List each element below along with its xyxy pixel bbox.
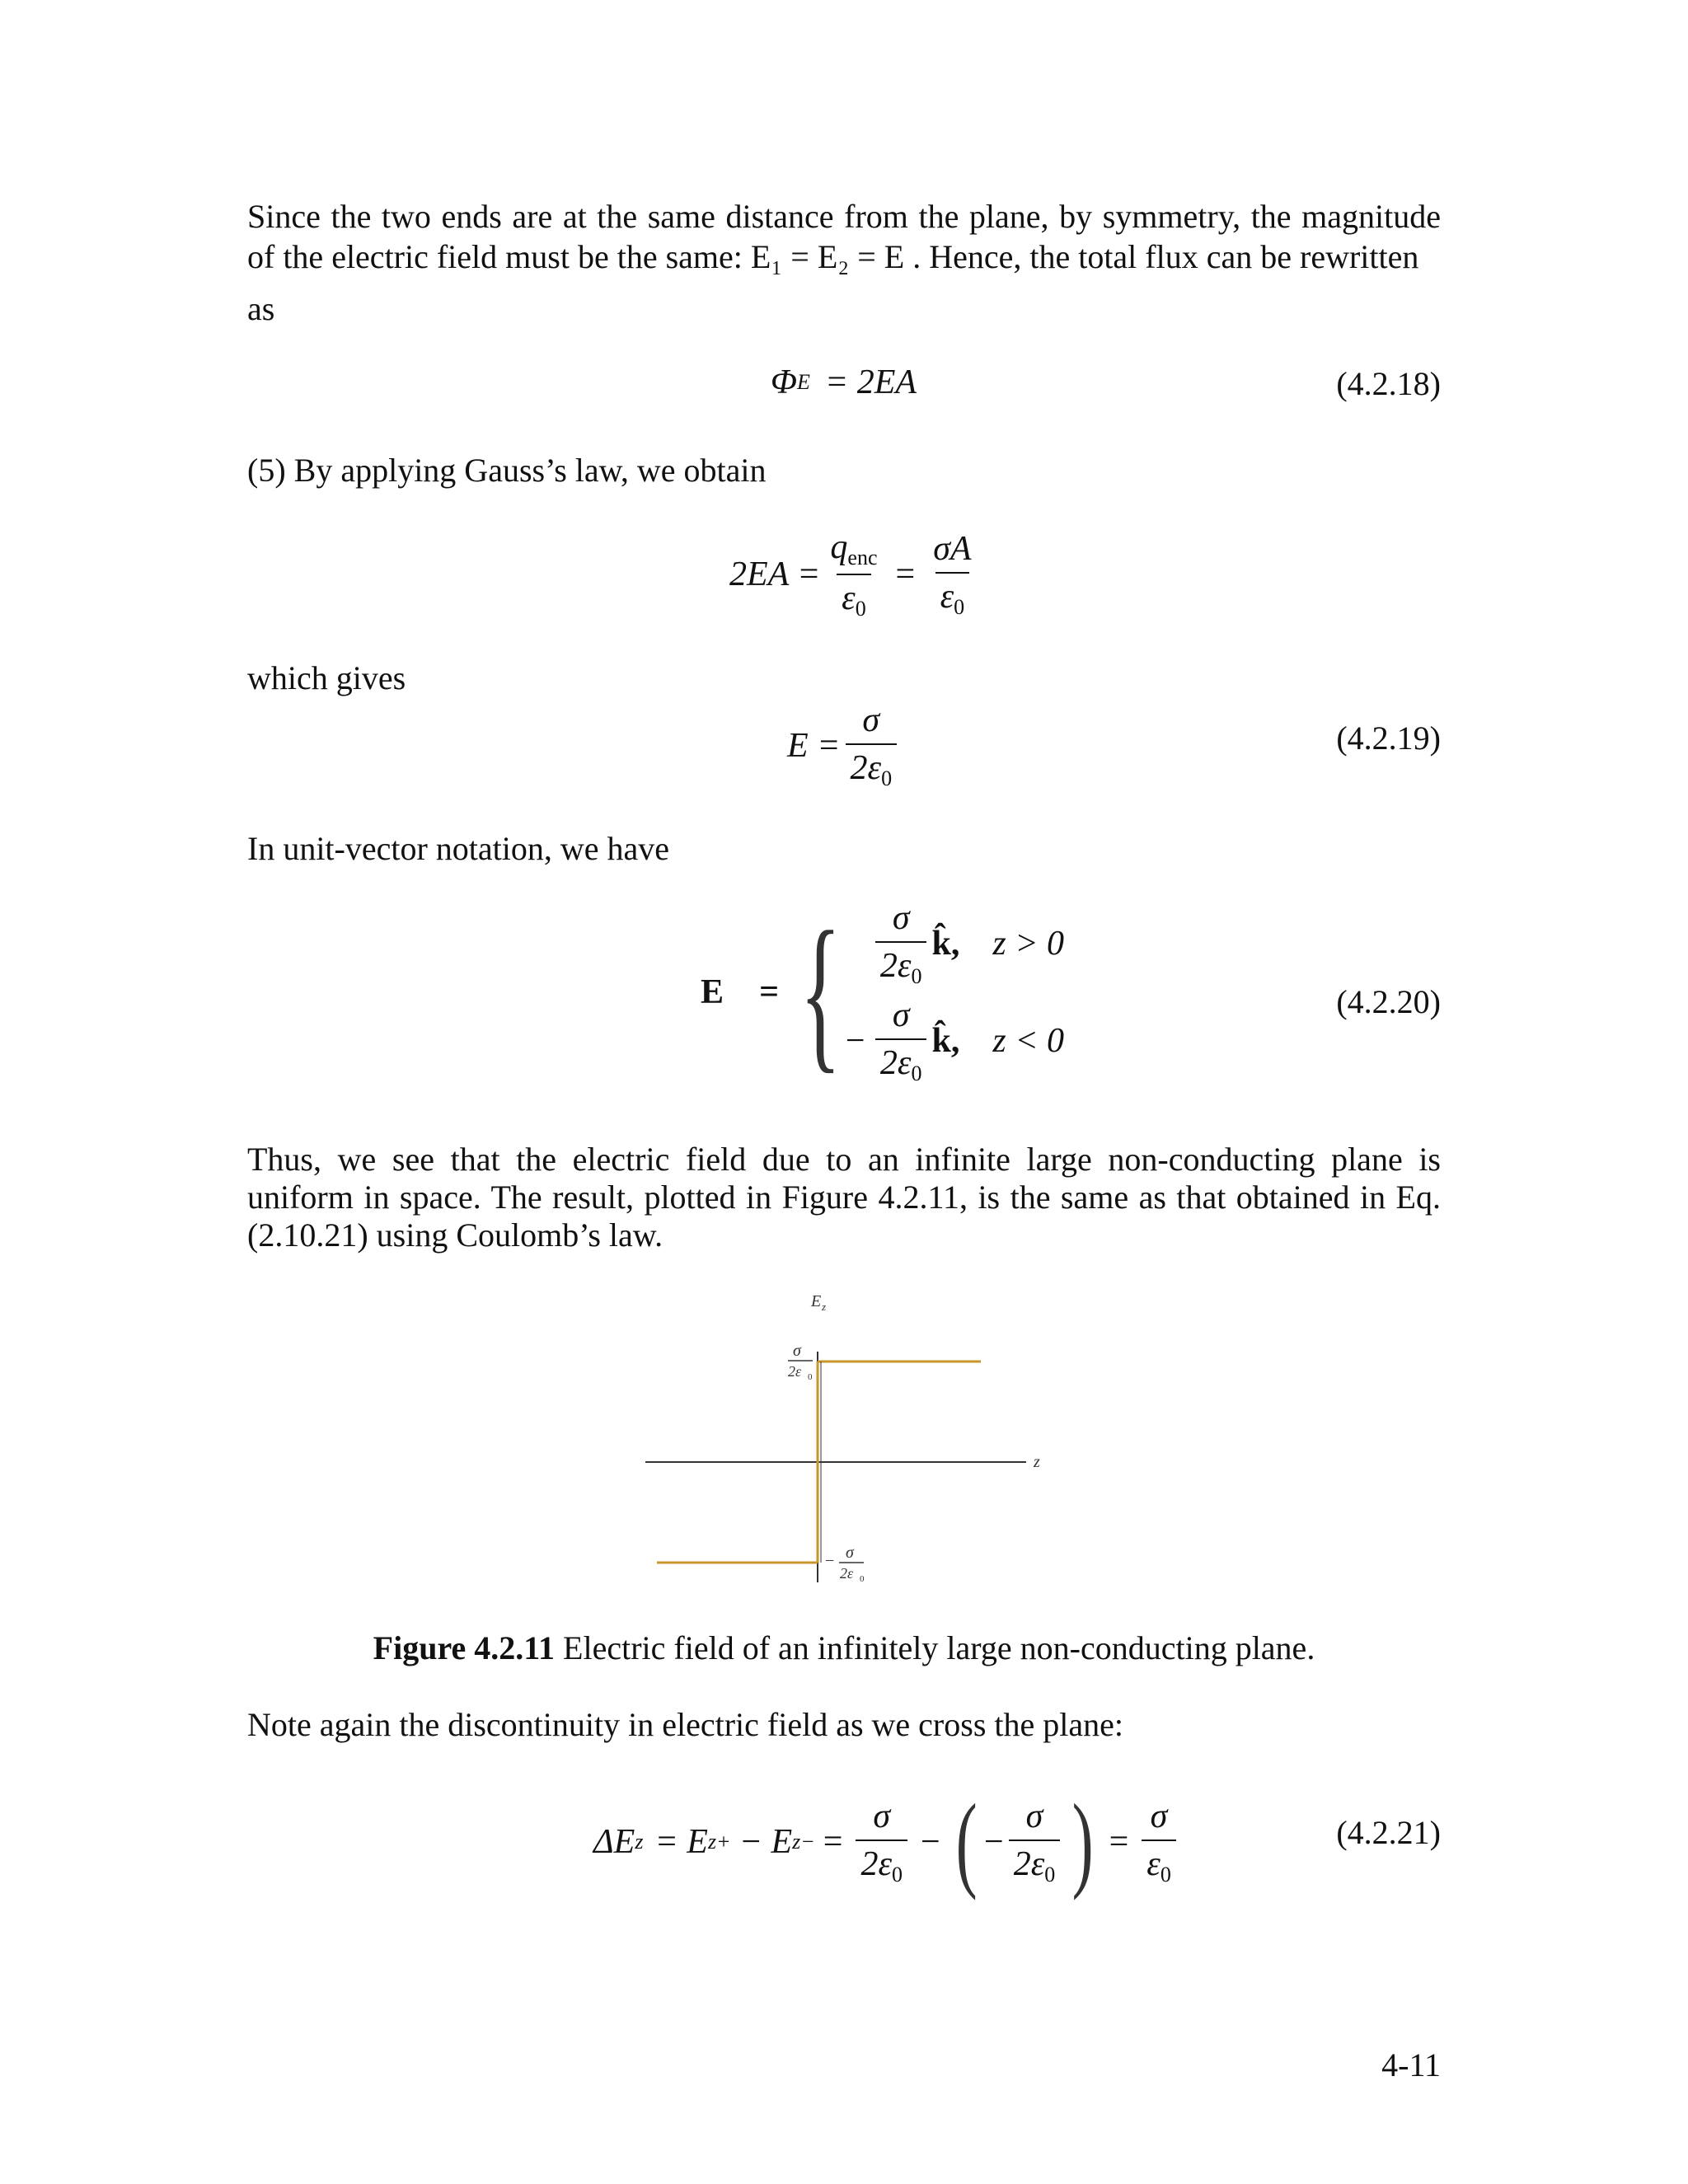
paragraph-symmetry	[247, 196, 1441, 277]
case-negative-z	[846, 996, 1064, 1086]
qenc-symbol: q	[830, 528, 848, 566]
equation-gauss	[729, 527, 982, 621]
upper-label-den: 2ε	[788, 1363, 802, 1380]
case1-fraction	[875, 898, 927, 989]
eq5-inner-minus: −	[984, 1823, 1004, 1861]
left-paren: (	[955, 1783, 978, 1901]
flux-rhs: = 2EA	[824, 363, 917, 401]
eq5-f2-den: 2ε	[1013, 1845, 1045, 1883]
flux-subscript: E	[796, 370, 810, 394]
lower-label-sign: −	[825, 1552, 835, 1570]
paragraph-which-gives-text: which gives	[247, 659, 406, 696]
figure-caption-label: Figure 4.2.11	[373, 1629, 556, 1666]
gauss-lhs: 2EA =	[729, 555, 821, 593]
flux-symbol: Φ	[771, 363, 797, 401]
eq5-f2-sub: 0	[1044, 1863, 1056, 1886]
eq5-fraction-3	[1142, 1797, 1176, 1887]
eq5-term2-sub: z−	[792, 1830, 815, 1854]
lower-label-sub: 0	[860, 1574, 865, 1584]
eps-subscript: 0	[855, 597, 866, 621]
case1-condition: z > 0	[992, 925, 1065, 963]
ez-axis-label: E	[811, 1292, 822, 1310]
case2-numerator: σ	[892, 996, 910, 1034]
delta-e-subscript: z	[635, 1830, 644, 1854]
figure-electric-field-plot	[0, 1286, 1688, 1615]
equation-flux	[771, 363, 917, 402]
paragraph-as-text: as	[247, 290, 275, 327]
piecewise-cases	[846, 898, 1064, 1086]
case2-denominator: 2ε	[879, 1044, 912, 1082]
left-brace: {	[799, 897, 842, 1088]
case2-condition: z < 0	[992, 1022, 1065, 1060]
eq5-f2-num: σ	[1025, 1797, 1043, 1835]
field-vector-lhs: E⃗ =	[701, 973, 780, 1011]
page-number: 4-11	[1381, 2046, 1441, 2083]
paragraph-unit-vector	[247, 828, 1441, 869]
case1-unit-vector: k̂,	[931, 925, 960, 963]
case2-subscript: 0	[911, 1062, 922, 1085]
paragraph-note	[247, 1704, 1441, 1745]
paragraph-gauss-text: (5) By applying Gauss’s law, we obtain	[247, 452, 767, 489]
paragraph-as	[247, 288, 1441, 329]
eq5-term1: = E	[654, 1823, 708, 1861]
equation-number-4-2-20: (4.2.20)	[1336, 983, 1441, 1020]
eq5-f1-num: σ	[873, 1797, 891, 1835]
case1-numerator: σ	[892, 899, 910, 937]
eps2-symbol: ε	[940, 578, 954, 616]
case2-fraction	[875, 996, 927, 1086]
ez-axis-label-sub: z	[822, 1301, 827, 1313]
delta-e-symbol: ΔE	[593, 1823, 635, 1861]
case1-denominator: 2ε	[879, 947, 912, 985]
sigma-numerator: σ	[862, 701, 880, 739]
eq5-f3-den: ε	[1146, 1845, 1160, 1883]
equation-number-4-2-21: (4.2.21)	[1336, 1814, 1441, 1851]
paragraph-note-text: Note again the discontinuity in electric field as we cross the plane:	[247, 1706, 1123, 1743]
equation-number-4-2-18: (4.2.18)	[1336, 365, 1441, 402]
gauss-equals: =	[895, 555, 916, 593]
eq5-term2: − E	[738, 1823, 793, 1861]
two-eps-subscript: 0	[881, 766, 893, 790]
equation-field-vector	[701, 898, 1064, 1086]
eq5-fraction-2	[1009, 1797, 1061, 1887]
equation-field-magnitude	[787, 701, 902, 791]
paragraph-which-gives	[247, 658, 1441, 698]
upper-label-sub: 0	[808, 1372, 813, 1382]
paragraph-unit-vector-text: In unit-vector notation, we have	[247, 830, 670, 867]
upper-label-num: σ	[793, 1342, 801, 1360]
figure-caption-text: Electric field of an infinitely large non-conducting plane.	[555, 1629, 1315, 1666]
eq5-term1-sub: z+	[707, 1830, 731, 1854]
eps2-subscript: 0	[954, 595, 965, 619]
paragraph-symmetry-text: Since the two ends are at the same distance from the plane, by symmetry, the magnitude of the electric field must be the same: E₁ = E₂ = E . Hence, the total flux can be rewritten	[247, 198, 1441, 275]
field-lhs: E =	[787, 727, 841, 765]
eq5-f3-sub: 0	[1160, 1863, 1171, 1886]
z-axis-label: z	[1034, 1453, 1040, 1471]
eq5-minus-op: −	[921, 1823, 940, 1861]
case1-subscript: 0	[911, 964, 922, 988]
case2-unit-vector: k̂,	[931, 1022, 960, 1060]
paragraph-conclusion	[247, 1141, 1441, 1254]
eq5-f1-den: 2ε	[860, 1845, 893, 1883]
figure-caption	[0, 1629, 1688, 1667]
lower-label-den: 2ε	[840, 1565, 854, 1582]
paragraph-conclusion-text: Thus, we see that the electric field due to an infinite large non-conducting plane is uniform in space. The result, plotted in Figure 4.2.11, is the same as that obtained in Eq. (2.10.21) using Coulomb’s law.	[247, 1141, 1441, 1254]
eq5-f3-num: σ	[1150, 1797, 1168, 1835]
qenc-subscript: enc	[847, 546, 878, 569]
right-paren: )	[1071, 1783, 1094, 1901]
equation-discontinuity	[593, 1783, 1181, 1901]
eq5-f1-sub: 0	[892, 1863, 903, 1886]
lower-label-num: σ	[846, 1544, 854, 1562]
case-positive-z	[846, 898, 1064, 989]
fraction-sigmaA-eps0	[928, 529, 976, 620]
eq5-equals-1: =	[823, 1823, 843, 1861]
fraction-qenc-eps0	[825, 527, 882, 621]
equation-number-4-2-19: (4.2.19)	[1336, 719, 1441, 757]
sigmaA-numerator: σA	[933, 530, 972, 568]
eq5-fraction-1	[856, 1797, 907, 1887]
two-eps-denominator: 2ε	[850, 749, 882, 787]
fraction-sigma-2eps0	[846, 701, 898, 791]
case2-sign: −	[845, 1022, 865, 1060]
eps-symbol: ε	[842, 579, 856, 617]
eq5-equals-2: =	[1109, 1823, 1129, 1861]
paragraph-gauss	[247, 450, 1441, 490]
